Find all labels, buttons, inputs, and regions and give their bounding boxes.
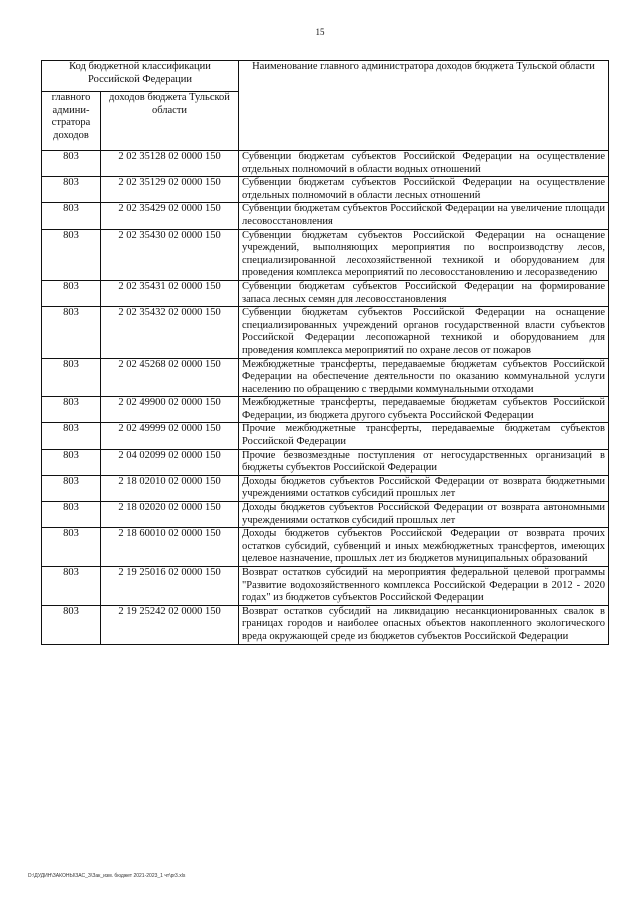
income-name-cell: Субвенции бюджетам субъектов Российской Федерации на увеличение площади лесовосстановления (239, 203, 609, 229)
admin-code-cell: 803 (42, 605, 101, 644)
admin-code-cell: 803 (42, 358, 101, 397)
table-row (42, 502, 609, 528)
footer-file-path: D:\ДУДИН\ЗАКОНЫ\ЗАС_З\Зак_изм. бюджет 2021-2023_1 чт\pr3.xls (28, 873, 186, 879)
header-admin-column: главного админи-стратора доходов (42, 92, 101, 151)
income-name-cell: Межбюджетные трансферты, передаваемые бюджетам субъектов Российской Федерации на обеспечение деятельности по оказанию коммунальной услуги населению по обращению с твердыми коммунальными отходами (239, 358, 609, 397)
table-row (42, 567, 609, 606)
income-name-cell: Субвенции бюджетам субъектов Российской Федерации на осуществление отдельных полномочий в области лесных отношений (239, 177, 609, 203)
admin-code-cell: 803 (42, 475, 101, 501)
table-row (42, 358, 609, 397)
table-row (42, 528, 609, 567)
admin-code-cell: 803 (42, 307, 101, 358)
budget-code-cell: 2 02 35128 02 0000 150 (101, 151, 239, 177)
budget-code-cell: 2 18 02010 02 0000 150 (101, 475, 239, 501)
header-income-column: доходов бюджета Тульской области (101, 92, 239, 151)
admin-code-cell: 803 (42, 567, 101, 606)
income-name-cell: Субвенции бюджетам субъектов Российской Федерации на осуществление отдельных полномочий в области водных отношений (239, 151, 609, 177)
budget-code-cell: 2 02 35432 02 0000 150 (101, 307, 239, 358)
budget-code-cell: 2 04 02099 02 0000 150 (101, 449, 239, 475)
budget-code-cell: 2 02 49900 02 0000 150 (101, 397, 239, 423)
admin-code-cell: 803 (42, 229, 101, 280)
income-name-cell: Доходы бюджетов субъектов Российской Федерации от возврата прочих остатков субсидий, субвенций и иных межбюджетных трансфертов, имеющих целевое назначение, прошлых лет из бюджетов муниципальных образований (239, 528, 609, 567)
admin-code-cell: 803 (42, 151, 101, 177)
page-number: 15 (315, 27, 325, 37)
table-row (42, 280, 609, 306)
income-name-cell: Межбюджетные трансферты, передаваемые бюджетам субъектов Российской Федерации, из бюджета другого субъекта Российской Федерации (239, 397, 609, 423)
budget-code-cell: 2 02 45268 02 0000 150 (101, 358, 239, 397)
budget-code-cell: 2 02 35429 02 0000 150 (101, 203, 239, 229)
admin-code-cell: 803 (42, 203, 101, 229)
income-name-cell: Доходы бюджетов субъектов Российской Федерации от возврата бюджетными учреждениями остатков субсидий прошлых лет (239, 475, 609, 501)
table-row (42, 177, 609, 203)
admin-code-cell: 803 (42, 449, 101, 475)
budget-code-cell: 2 02 35430 02 0000 150 (101, 229, 239, 280)
admin-code-cell: 803 (42, 280, 101, 306)
budget-code-cell: 2 18 02020 02 0000 150 (101, 502, 239, 528)
admin-code-cell: 803 (42, 528, 101, 567)
income-name-cell: Прочие межбюджетные трансферты, передаваемые бюджетам субъектов Российской Федерации (239, 423, 609, 449)
table-row (42, 397, 609, 423)
income-name-cell: Возврат остатков субсидий на мероприятия федеральной целевой программы "Развитие водохозяйственного комплекса Российской Федерации в 2012 - 2020 годах" из бюджетов субъектов Российской Федерации (239, 567, 609, 606)
table-row (42, 229, 609, 280)
budget-code-cell: 2 19 25016 02 0000 150 (101, 567, 239, 606)
budget-code-cell: 2 02 35431 02 0000 150 (101, 280, 239, 306)
budget-code-cell: 2 02 35129 02 0000 150 (101, 177, 239, 203)
table-row (42, 605, 609, 644)
table-body (42, 151, 609, 645)
admin-code-cell: 803 (42, 423, 101, 449)
admin-code-cell: 803 (42, 177, 101, 203)
table-row (42, 475, 609, 501)
income-name-cell: Прочие безвозмездные поступления от негосударственных организаций в бюджеты субъектов Российской Федерации (239, 449, 609, 475)
budget-code-cell: 2 19 25242 02 0000 150 (101, 605, 239, 644)
header-code-group: Код бюджетной классификации Российской Федерации (42, 61, 239, 92)
budget-classification-table (41, 60, 609, 645)
income-name-cell: Доходы бюджетов субъектов Российской Федерации от возврата автономными учреждениями остатков субсидий прошлых лет (239, 502, 609, 528)
admin-code-cell: 803 (42, 502, 101, 528)
income-name-cell: Возврат остатков субсидий на ликвидацию несанкционированных свалок в границах городов и наиболее опасных объектов накопленного экологического вреда окружающей среде из бюджетов субъектов Российской Федерации (239, 605, 609, 644)
income-name-cell: Субвенции бюджетам субъектов Российской Федерации на оснащение учреждений, выполняющих мероприятия по воспроизводству лесов, специализированной лесохозяйственной техникой и оборудованием для проведения комплекса мероприятий по лесовосстановлению и лесоразведению (239, 229, 609, 280)
table-row (42, 423, 609, 449)
table-row (42, 203, 609, 229)
income-name-cell: Субвенции бюджетам субъектов Российской Федерации на оснащение специализированных учреждений органов государственной власти субъектов Российской Федерации лесопожарной техникой и оборудованием для проведения комплекса мероприятий по охране лесов от пожаров (239, 307, 609, 358)
income-name-cell: Субвенции бюджетам субъектов Российской Федерации на формирование запаса лесных семян для лесовосстановления (239, 280, 609, 306)
table-row (42, 151, 609, 177)
header-name-column: Наименование главного администратора доходов бюджета Тульской области (239, 61, 609, 151)
table-row (42, 307, 609, 358)
budget-code-cell: 2 02 49999 02 0000 150 (101, 423, 239, 449)
admin-code-cell: 803 (42, 397, 101, 423)
table-row (42, 449, 609, 475)
budget-code-cell: 2 18 60010 02 0000 150 (101, 528, 239, 567)
